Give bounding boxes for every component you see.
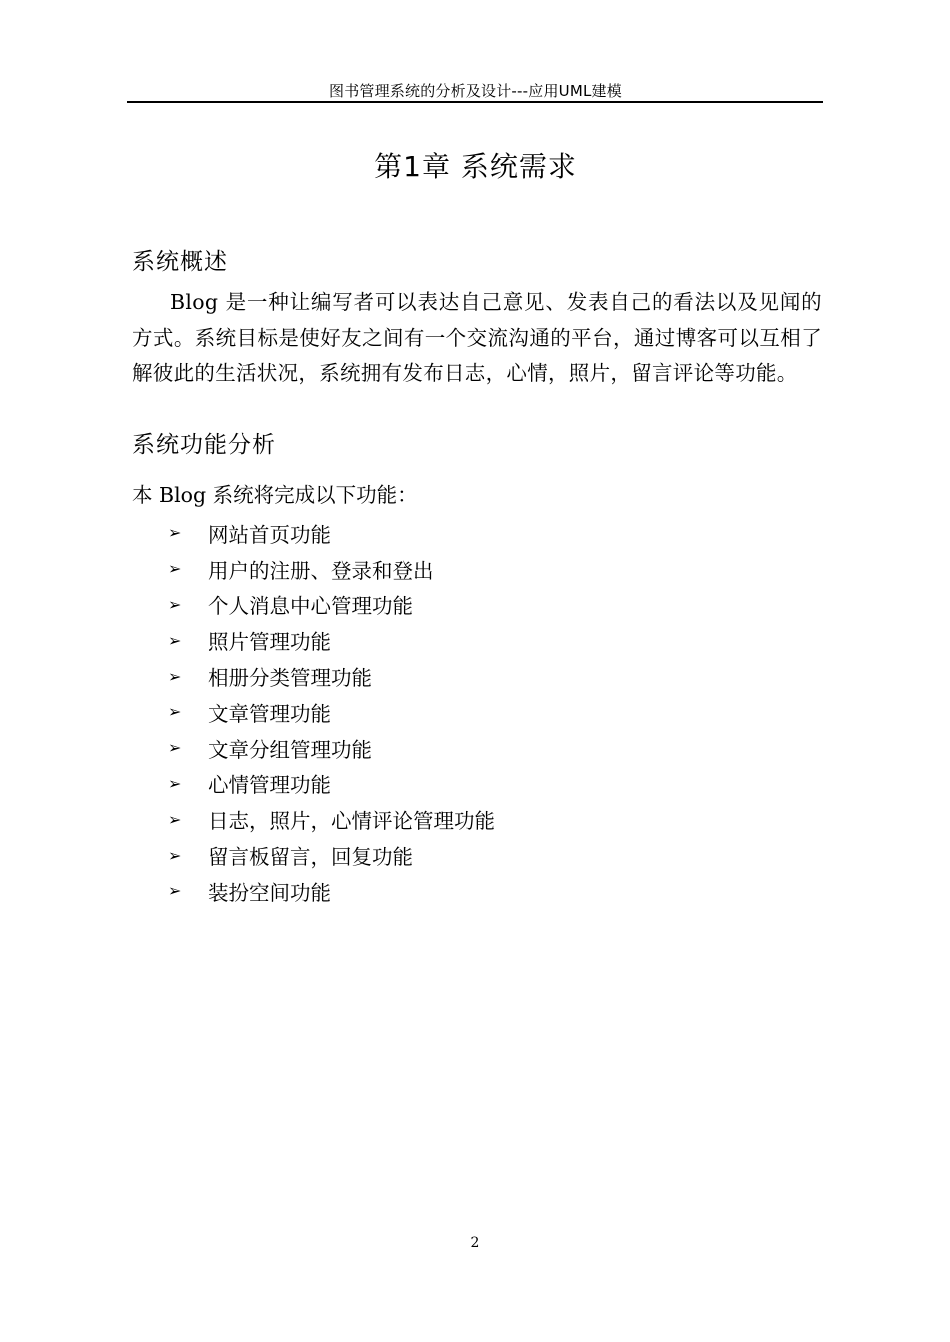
feature-label: 留言板留言，回复功能: [208, 845, 413, 870]
arrow-bullet-icon: ➢: [168, 559, 182, 579]
feature-item: [168, 515, 495, 551]
feature-label: 相册分类管理功能: [208, 666, 372, 691]
arrow-bullet-icon: ➢: [168, 594, 182, 614]
feature-label: 网站首页功能: [208, 522, 331, 547]
feature-item: [168, 658, 495, 694]
feature-item: [168, 587, 495, 623]
section-heading-overview: 系统概述: [132, 249, 228, 275]
feature-list: [168, 515, 495, 909]
arrow-bullet-icon: ➢: [168, 809, 182, 829]
feature-label: 日志，照片，心情评论管理功能: [208, 809, 495, 834]
chapter-title: 第1章 系统需求: [374, 150, 577, 183]
arrow-bullet-icon: ➢: [168, 666, 182, 686]
functions-intro: 本 Blog 系统将完成以下功能：: [132, 483, 418, 507]
feature-item: [168, 730, 495, 766]
feature-item: [168, 873, 495, 909]
feature-label: 文章管理功能: [208, 701, 331, 726]
overview-paragraph: Blog 是一种让编写者可以表达自己意见、发表自己的看法以及见闻的方式。系统目标是使好友之间有一个交流沟通的平台，通过博客可以互相了解彼此的生活状况，系统拥有发布日志，心情，照片，留言评论等功能。: [132, 290, 822, 385]
arrow-bullet-icon: ➢: [168, 773, 182, 793]
header-divider: [127, 101, 823, 103]
arrow-bullet-icon: ➢: [168, 630, 182, 650]
feature-item: [168, 694, 495, 730]
arrow-bullet-icon: ➢: [168, 523, 182, 543]
arrow-bullet-icon: ➢: [168, 702, 182, 722]
feature-item: [168, 766, 495, 802]
feature-item: [168, 837, 495, 873]
section-heading-functions: 系统功能分析: [132, 432, 276, 458]
feature-label: 用户的注册、登录和登出: [208, 558, 434, 583]
feature-item: [168, 551, 495, 587]
feature-label: 装扮空间功能: [208, 880, 331, 905]
feature-item: [168, 801, 495, 837]
feature-label: 心情管理功能: [208, 773, 331, 798]
feature-label: 个人消息中心管理功能: [208, 594, 413, 619]
running-header: 图书管理系统的分析及设计---应用UML建模: [329, 82, 622, 100]
arrow-bullet-icon: ➢: [168, 881, 182, 901]
arrow-bullet-icon: ➢: [168, 738, 182, 758]
feature-label: 照片管理功能: [208, 630, 331, 655]
arrow-bullet-icon: ➢: [168, 845, 182, 865]
feature-item: [168, 622, 495, 658]
page-number: 2: [470, 1235, 480, 1251]
feature-label: 文章分组管理功能: [208, 737, 372, 762]
